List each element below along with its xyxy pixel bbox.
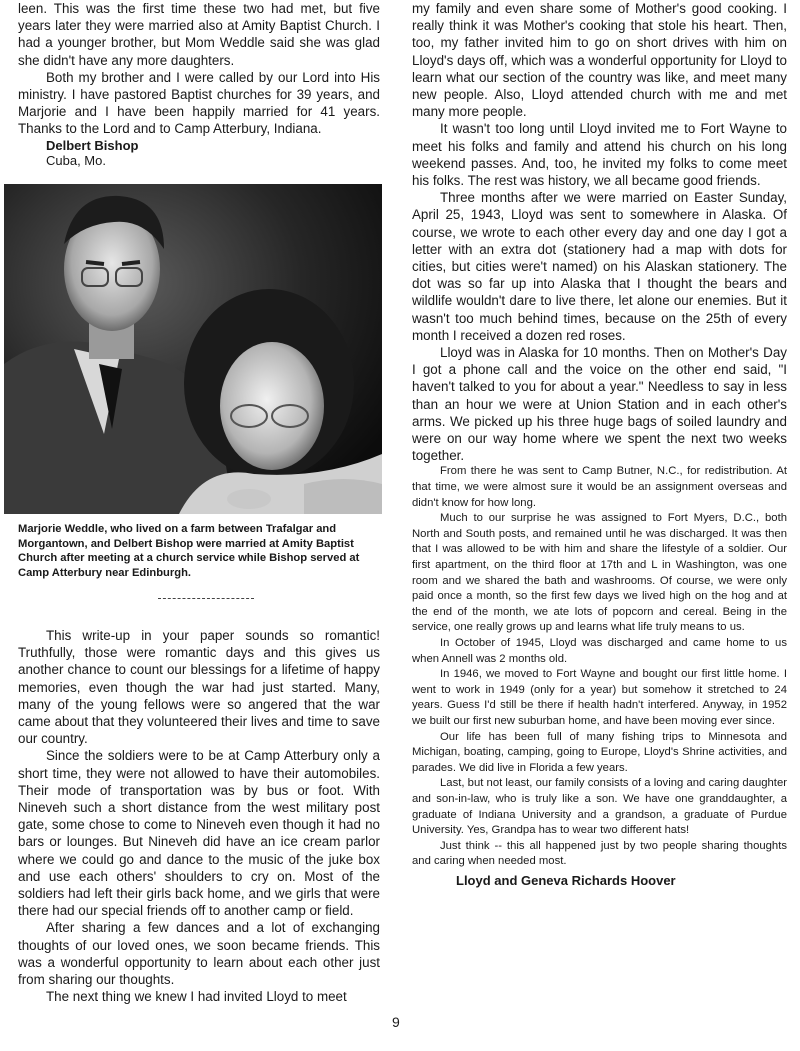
paragraph: Three months after we were married on Easter Sunday, April 25, 1943, Lloyd was sent to somewhere in Alaska. Of course, we wrote to each other every day and one day I got a letter with an extra dot (stationery had a map with dots for cities, but cities were't named) on his Alaskan stationery. The dot was so far up into Alaska that I thought the bears and wildlife wouldn't dare to live there, let alone our enemies. But it wasn't too much behind times, because on the 25th of every month I received a dozen red roses. (412, 190, 787, 343)
wedding-couple-photo (4, 184, 382, 514)
paragraph: In October of 1945, Lloyd was discharged and came home to us when Annell was 2 months old. (412, 637, 787, 665)
signature-final: Lloyd and Geneva Richards Hoover (456, 872, 676, 888)
signature-name: Delbert Bishop (46, 137, 139, 153)
photo-caption: Marjorie Weddle, who lived on a farm between Trafalgar and Morgantown, and Delbert Bishop were married at Amity Baptist Church after meeting at a church service while Bishop served at Camp Atterbury near Edinburgh. (18, 523, 360, 579)
paragraph: After sharing a few dances and a lot of exchanging thoughts of our loved ones, we soon became friends. This was a wonderful opportunity to learn about each other just from sharing our thoughts. (18, 920, 380, 988)
paragraph: Our life has been full of many fishing trips to Minnesota and Michigan, boating, camping, going to Europe, Lloyd's Shrine activities, and parades. We did live in Florida a few years. (412, 730, 787, 774)
paragraph: From there he was sent to Camp Butner, N.C., for redistribution. At that time, we were almost sure it would be an assignment overseas and didn't know for how long. (412, 465, 787, 509)
paragraph: leen. This was the first time these two had met, but five years later they were married also at Amity Baptist Church. I had a younger brother, but Mom Weddle said she was glad she didn't have any more daughters. (18, 1, 380, 68)
paragraph: Last, but not least, our family consists of a loving and caring daughter and son-in-law, who is truly like a son. We have one granddaughter, a graduate of Indiana University and a grandson, a graduate of Purdue University. Yes, Grandpa has to wear two different hats! (412, 777, 787, 837)
paragraph: Just think -- this all happened just by two people sharing thoughts and caring when needed most. (412, 839, 787, 868)
page-number: 9 (392, 1014, 400, 1030)
paragraph: Both my brother and I were called by our Lord into His ministry. I have pastored Baptist churches for 39 years, and Marjorie and I have been happily married for 41 years. Thanks to the Lord and to Camp Atterbury, Indiana. (18, 69, 380, 137)
paragraph: Since the soldiers were to be at Camp Atterbury only a short time, they were not allowed to have their automobiles. Their mode of transportation was by bus or foot. With Nineveh such a short distance from the west military post gate, some chose to come to Nineveh even though it had no bars or lounges. But Nineveh did have an ice cream parlor where we could go and dance to the music of the juke box and use each others' shoulders to cry on. Most of the soldiers had left their girls back home, and we girls that were there had our special friends off to another camp or field. (18, 748, 380, 919)
paragraph: Much to our surprise he was assigned to Fort Myers, D.C., both North and South posts, and remained until he was discharged. It was then that I was allowed to be with him and share the lifestyle of a soldier. Our first apartment, on the third floor at 17th and L in Washington, was one room and we shared the bath and washrooms. Of course, we were only paid once a month, so the first few days we lived high on the hog and at the end of the month, we ate lots of popcorn and cereal. Being in the service, one really grows up and learns what life truly means to us. (412, 512, 787, 634)
paragraph: Lloyd was in Alaska for 10 months. Then on Mother's Day I got a phone call and the voice on the other end said, "I haven't talked to you for about a year." Needless to say in less than an hour we were at Union Station and in each other's arms. We picked up his three huge bags of soiled laundry and were on our way home where we spent the next two weeks together. (412, 345, 787, 464)
signature-place: Cuba, Mo. (46, 152, 106, 168)
right-column (412, 0, 787, 888)
left-column-lower (18, 627, 380, 1005)
paragraph: It wasn't too long until Lloyd invited me to Fort Wayne to meet his folks and family and attend his church on his long weekend passes. And, too, he invited my folks to come meet his folks. The rest was history, we all became good friends. (412, 121, 787, 189)
paragraph: This write-up in your paper sounds so romantic! Truthfully, those were romantic days and this gives us another chance to count our blessings for a lifetime of happy memories, even though the war had just started. Many, many of the young fellows were so angered that the war came about that they volunteered their lives and time to save our country. (18, 628, 380, 747)
paragraph: my family and even share some of Mother's good cooking. I really think it was Mother's cooking that stole his heart. Then, too, my father invited him to go on short drives with him on Lloyd's days off, which was a wonderful opportunity for Lloyd to learn what our section of the country was like, and meet many new people. Also, Lloyd attended church with me and met many more people. (412, 1, 787, 120)
paragraph: The next thing we knew I had invited Lloyd to meet (46, 989, 347, 1005)
section-divider (158, 598, 254, 599)
paragraph: In 1946, we moved to Fort Wayne and bought our first little home. I went to work in 1949 (only for a year) but somehow it stretched to 24 years. Guess I'd still be there if health hadn't interfered. Anyway, in 1952 we built our first new suburban home, and have been moving ever since. (412, 668, 787, 727)
left-column (18, 0, 380, 168)
